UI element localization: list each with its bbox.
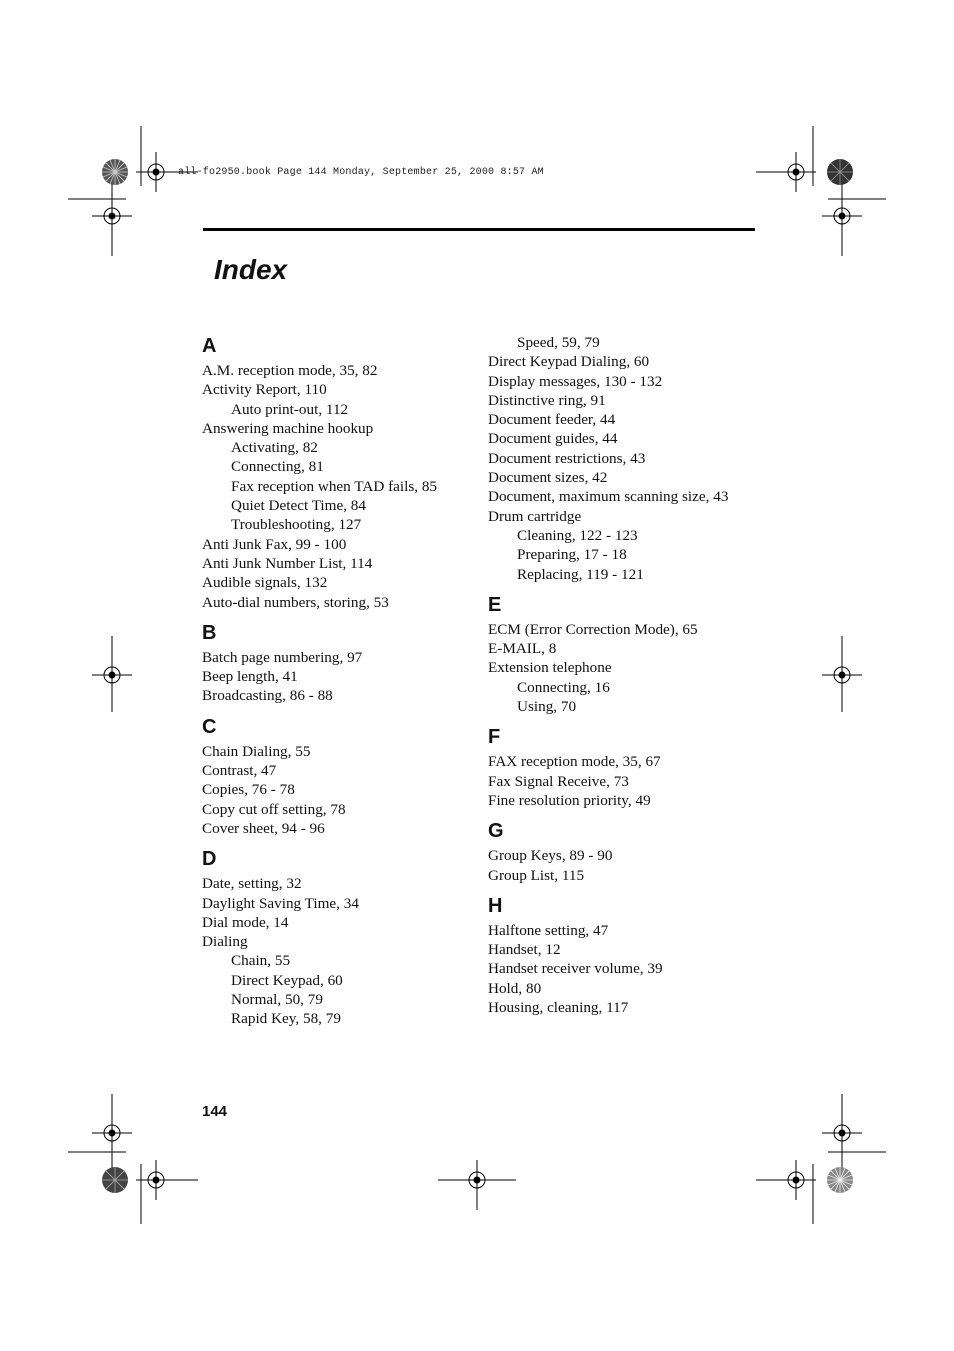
index-entry: Beep length, 41 [202, 668, 298, 686]
index-entry: Group Keys, 89 - 90 [488, 847, 613, 865]
index-entry: Document, maximum scanning size, 43 [488, 488, 729, 506]
index-letter-heading: D [202, 848, 217, 871]
index-entry: Group List, 115 [488, 866, 585, 884]
index-subentry: Chain, 55 [231, 952, 291, 970]
index-entry: Daylight Saving Time, 34 [202, 894, 359, 912]
index-subentry: Troubleshooting, 127 [231, 516, 362, 534]
index-entry: Broadcasting, 86 - 88 [202, 687, 333, 705]
index-entry: Document guides, 44 [488, 430, 618, 448]
index-subentry: Fax reception when TAD fails, 85 [231, 477, 438, 495]
index-entry: Document sizes, 42 [488, 469, 608, 487]
index-entry: A.M. reception mode, 35, 82 [202, 362, 378, 379]
index-entry: Date, setting, 32 [202, 875, 302, 893]
index-subentry: Rapid Key, 58, 79 [231, 1010, 341, 1028]
index-letter-heading: A [202, 335, 217, 357]
index-letter-heading: G [488, 820, 504, 843]
title-rule [203, 228, 755, 231]
index-entry: Audible signals, 132 [202, 574, 328, 592]
index-letter-heading: F [488, 726, 501, 749]
index-entry: Housing, cleaning, 117 [488, 999, 629, 1017]
index-subentry: Quiet Detect Time, 84 [231, 497, 366, 515]
index-entry: Hold, 80 [488, 979, 542, 997]
page-number: 144 [202, 1103, 228, 1120]
index-entry: Copies, 76 - 78 [202, 781, 295, 799]
index-subentry: Speed, 59, 79 [517, 334, 600, 351]
index-entry: Cover sheet, 94 - 96 [202, 819, 325, 837]
index-entry: Halftone setting, 47 [488, 921, 609, 939]
index-subentry: Preparing, 17 - 18 [517, 546, 627, 564]
index-letter-heading: E [488, 593, 502, 616]
index-entry: Handset, 12 [488, 941, 561, 959]
index-entry: Chain Dialing, 55 [202, 742, 311, 760]
sunburst-target-icon [826, 158, 854, 186]
index-subentry: Connecting, 81 [231, 458, 324, 476]
index-entry: Fine resolution priority, 49 [488, 791, 651, 809]
index-subentry: Connecting, 16 [517, 678, 610, 696]
index-entry: Copy cut off setting, 78 [202, 800, 346, 818]
index-entry: Anti Junk Fax, 99 - 100 [202, 535, 347, 553]
index-subentry: Activating, 82 [231, 439, 318, 457]
sunburst-target-icon [101, 1166, 129, 1194]
sunburst-target-icon [826, 1166, 854, 1194]
index-entry: Dial mode, 14 [202, 913, 289, 931]
index-entry: Direct Keypad Dialing, 60 [488, 353, 650, 371]
index-entry: Handset receiver volume, 39 [488, 960, 663, 978]
index-entry: FAX reception mode, 35, 67 [488, 753, 661, 771]
index-subentry: Normal, 50, 79 [231, 991, 323, 1009]
index-entry: Extension telephone [488, 659, 612, 677]
index-entry: Drum cartridge [488, 507, 582, 525]
index-entry: Fax Signal Receive, 73 [488, 772, 629, 790]
index-entry: Document feeder, 44 [488, 411, 616, 429]
print-header-note: all-fo2950.book Page 144 Monday, September 25, 2000 8:57 AM [178, 167, 544, 178]
index-entry: Batch page numbering, 97 [202, 648, 363, 666]
index-subentry: Replacing, 119 - 121 [517, 565, 644, 583]
index-entry: Distinctive ring, 91 [488, 391, 606, 409]
index-entry: Display messages, 130 - 132 [488, 372, 663, 390]
index-column-right [488, 333, 778, 1017]
index-letter-heading: B [202, 621, 217, 644]
index-letter-heading: H [488, 894, 503, 917]
index-subentry: Auto print-out, 112 [231, 400, 349, 418]
sunburst-target-icon [101, 158, 129, 186]
index-entry: Auto-dial numbers, storing, 53 [202, 593, 389, 611]
index-entry: Dialing [202, 933, 248, 951]
index-entry: ECM (Error Correction Mode), 65 [488, 620, 698, 638]
index-subentry: Using, 70 [517, 698, 577, 716]
index-entry: E-MAIL, 8 [488, 640, 557, 658]
index-subentry: Cleaning, 122 - 123 [517, 526, 638, 544]
index-entry: Answering machine hookup [202, 419, 374, 437]
index-entry: Document restrictions, 43 [488, 449, 646, 467]
index-subentry: Direct Keypad, 60 [231, 971, 343, 989]
index-entry: Anti Junk Number List, 114 [202, 554, 373, 572]
index-letter-heading: C [202, 715, 217, 738]
index-column-left [202, 331, 492, 1029]
index-entry: Activity Report, 110 [202, 381, 327, 399]
index-entry: Contrast, 47 [202, 762, 277, 780]
page-title: Index [214, 254, 288, 285]
